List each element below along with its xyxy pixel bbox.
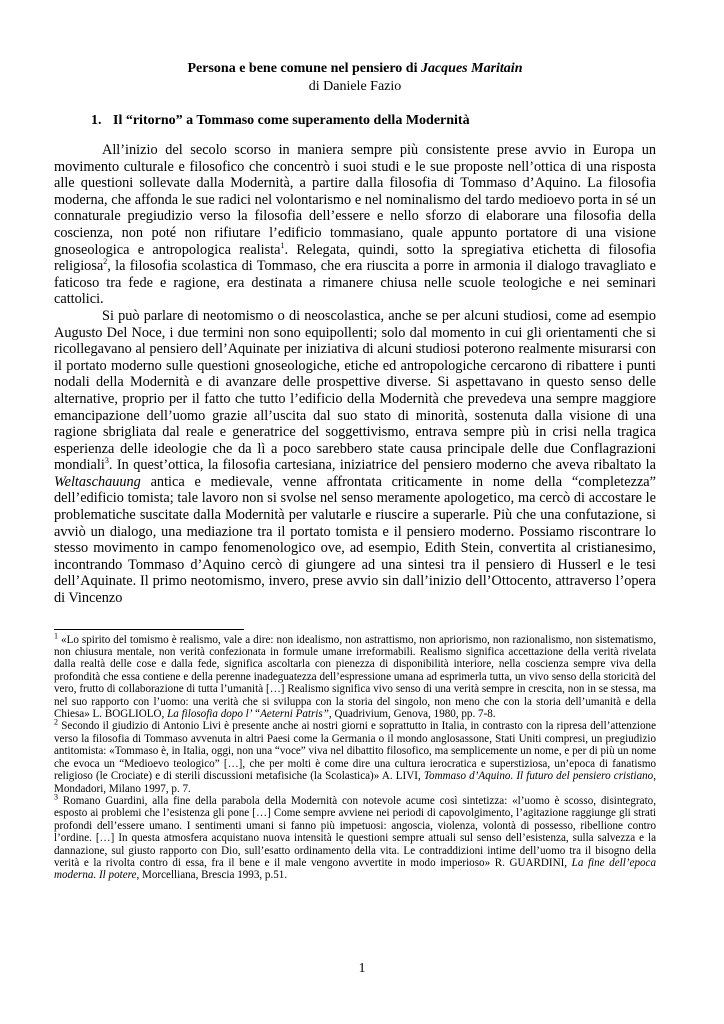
paragraph-2 xyxy=(54,308,656,607)
paragraph-text: Si può parlare di neotomismo o di neoscolastica, anche se per alcuni studiosi, come ad esempio Augusto Del Noce, i due termini non sono equipollenti; solo dal momento in cui gli orientamenti che si ricollegavano al pensiero dell’Aquinate per iniziativa di alcuni studiosi poterono realmente misurarsi con il portato moderno sulle questioni gnoseologiche, etiche ed antropologiche cercarono di ribattere i punti nodali della Modernità e di avanzare delle prospettive diverse. Si aspettavano in questo senso delle alternative, proprio per il fatto che tutto l’edificio della Modernità che prevedeva una sempre maggiore emancipazione dell’uomo grazie all’uscita dal suo stato di minorità, sostenuta dalla visione di una ragione sbrigliata dal reale e generatrice del soggettivismo, entrava sempre più in crisi nella tragica esperienza delle ideologie che da lì a poco sarebbero state causa principale delle due Conflagrazioni mondiali xyxy=(54,307,656,474)
paragraph-text: . Relegata, quindi, sotto la spregiativa etichetta di filosofia religiosa xyxy=(54,241,656,275)
footnote-separator xyxy=(54,629,244,630)
footnote-mark: 1 xyxy=(54,630,58,640)
footnote-text: Romano Guardini, alla fine della parabola della Modernità con notevole acume così sintetizza: «l’uomo è scosso, disintegrato, esposto ai problemi che l’esistenza gli pone […] Come sempre avviene nei periodi di capovolgimento, l’agitazione raggiunge gli strati profondi dell’essere umano. I sentimenti umani si fanno più impetuosi: angoscia, violenza, volontà di possesso, ribellione contro l’ordine. […] In questa atmosfera acquistano nuova intensità le questioni sempre attuali sul senso dell’esistenza, sulla salvezza e la dannazione, sul giusto rapporto con Dio, sull’esatto ordinamento della vita. Le contraddizioni intime dell’uomo tra il bisogno della verità e la rivolta contro di essa, fra il bene e il male vengono avvertite in modo imperioso» R. GUARDINI, xyxy=(54,794,656,869)
paragraph-text: . In quest’ottica, la filosofia cartesiana, iniziatrice del pensiero moderno che aveva ribaltato la xyxy=(108,457,656,474)
footnote-text: Mondadori, Milano 1997, p. 7. xyxy=(54,782,191,795)
title-main: Persona e bene comune nel pensiero di xyxy=(187,61,421,76)
paragraph-1 xyxy=(54,142,656,308)
footnote-title: La filosofia dopo l’ “Aeterni Patris” xyxy=(167,708,329,721)
footnote-3 xyxy=(54,792,657,882)
document-author: di Daniele Fazio xyxy=(308,79,402,94)
section-title: Il “ritorno” a Tommaso come superamento della Modernità xyxy=(113,113,470,128)
page-number: 1 xyxy=(358,961,366,976)
footnote-text: , Quadrivium, Genova, 1980, pp. 7-8. xyxy=(328,708,496,721)
paragraph-text: antica e medievale, venne affrontata criticamente in nome della “completezza” dell’edificio tomista; tale lavoro non si svolse nel senso meramente apologetico, ma cercò di accostare le problematiche suscitate dalla Modernità per valutarle e riuscire a superarle. Più che una confutazione, si avviò un dialogo, una mediazione tra il portato tomista e il pensiero moderno. Possiamo riscontrare lo stesso movimento in campo fenomenologico ove, ad esempio, Edith Stein, convertita al cristianesimo, incontrando Tommaso d’Aquino cercò di giungere ad una sintesi tra il pensiero di Husserl e le tesi dell’Aquinate. Il primo neotomismo, invero, prese avvio sin dall’inizio dell’Ottocento, attraverso l’opera di Vincenzo xyxy=(54,473,656,607)
footnote-title: La fine dell’epoca moderna. Il potere xyxy=(54,856,657,882)
footnote-mark: 3 xyxy=(54,792,58,802)
document-page xyxy=(54,60,656,882)
footnote-2 xyxy=(54,717,657,795)
paragraph-text: , la filosofia scolastica di Tommaso, che era riuscita a porre in armonia il dialogo travagliato e faticoso tra fede e ragione, era destinata a rimanere chiusa nelle scuole teologiche e nei seminari cattolici. xyxy=(54,258,656,308)
footnote-1 xyxy=(54,630,656,721)
paragraph-text: All’inizio del secolo scorso in maniera sempre più consistente prese avvio in Europa un movimento culturale e filosofico che concentrò i suoi studi e le sue proposte nell’ottica di una risposta alle questioni sollevate dalla Modernità, a partire dalla filosofia di Tommaso d’Aquino. La filosofia moderna, che affonda le sue radici nel volontarismo e nel nominalismo del tardo medioevo porta in sé un connaturale pregiudizio verso la filosofia dell’essere e nello sforzo di elaborare una filosofia della coscienza, non poté non rifiutare l’edificio tommasiano, quale appunto portatore di una visione gnoseologica e antropologica realista xyxy=(54,142,656,258)
footnote-ref-2[interactable]: 2 xyxy=(103,257,108,267)
section-heading xyxy=(54,112,656,130)
footnote-text: «Lo spirito del tomismo è realismo, vale a dire: non idealismo, non astrattismo, non apriorismo, non razionalismo, non sistematismo, non chiusura mentale, non verità confezionata in formule umane irreformabili. Realismo significa accettazione della verità rivelata dalla realtà delle cose e dalla fede, significa ascoltarla con pienezza di disponibilità interiore, nella coscienza sempre viva della profondità che essa contiene e della perenne inadeguatezza dell’espressione umana ad esprimerla tutta, un vivo senso della storicità del vero, frutto di collaborazione di tutta l’umanità […] Realismo significa vivo senso di una verità sempre in crescita, non in se stessa, ma nel suo rapporto con l’uomo: una verità che si sviluppa con la storia del singolo, non meno che con la storia dell’umanità e della Chiesa» L. BOGLIOLO, xyxy=(54,633,656,721)
footnote-title: Tommaso d’Aquino. Il futuro del pensiero cristiano, xyxy=(423,770,657,783)
document-title xyxy=(54,60,656,78)
title-name: Jacques Maritain xyxy=(420,61,523,76)
section-number: 1. xyxy=(91,113,102,128)
footnote-text: Secondo il giudizio di Antonio Livi è presente anche ai nostri giorni e soprattutto in Italia, in contrasto con la ripresa dell’attenzione verso la filosofia di Tommaso avvenuta in altri Paesi come la Germania o il mondo anglosassone, Stati Uniti compresi, un pregiudizio antitomista: «Tommaso è, in Italia, oggi, non una “voce” viva nel dibattito filosofico, ma semplicemente un nome, e per di più un nome che evoca un “Medioevo teologico” […], che per molti è come dire una cultura ierocratica e superstiziosa, un’epoca di fanatismo religioso (le Crociate) e di sterili discussioni metafisiche (la Scolastica)» A. LIVI, xyxy=(54,720,656,783)
emphasis-text: Weltaschauung xyxy=(54,473,141,490)
footnote-text: , Morcelliana, Brescia 1993, p.51. xyxy=(136,869,288,882)
footnote-mark: 2 xyxy=(54,717,58,727)
footnote-ref-1[interactable]: 1 xyxy=(280,240,285,250)
footnote-ref-3[interactable]: 3 xyxy=(104,456,109,466)
